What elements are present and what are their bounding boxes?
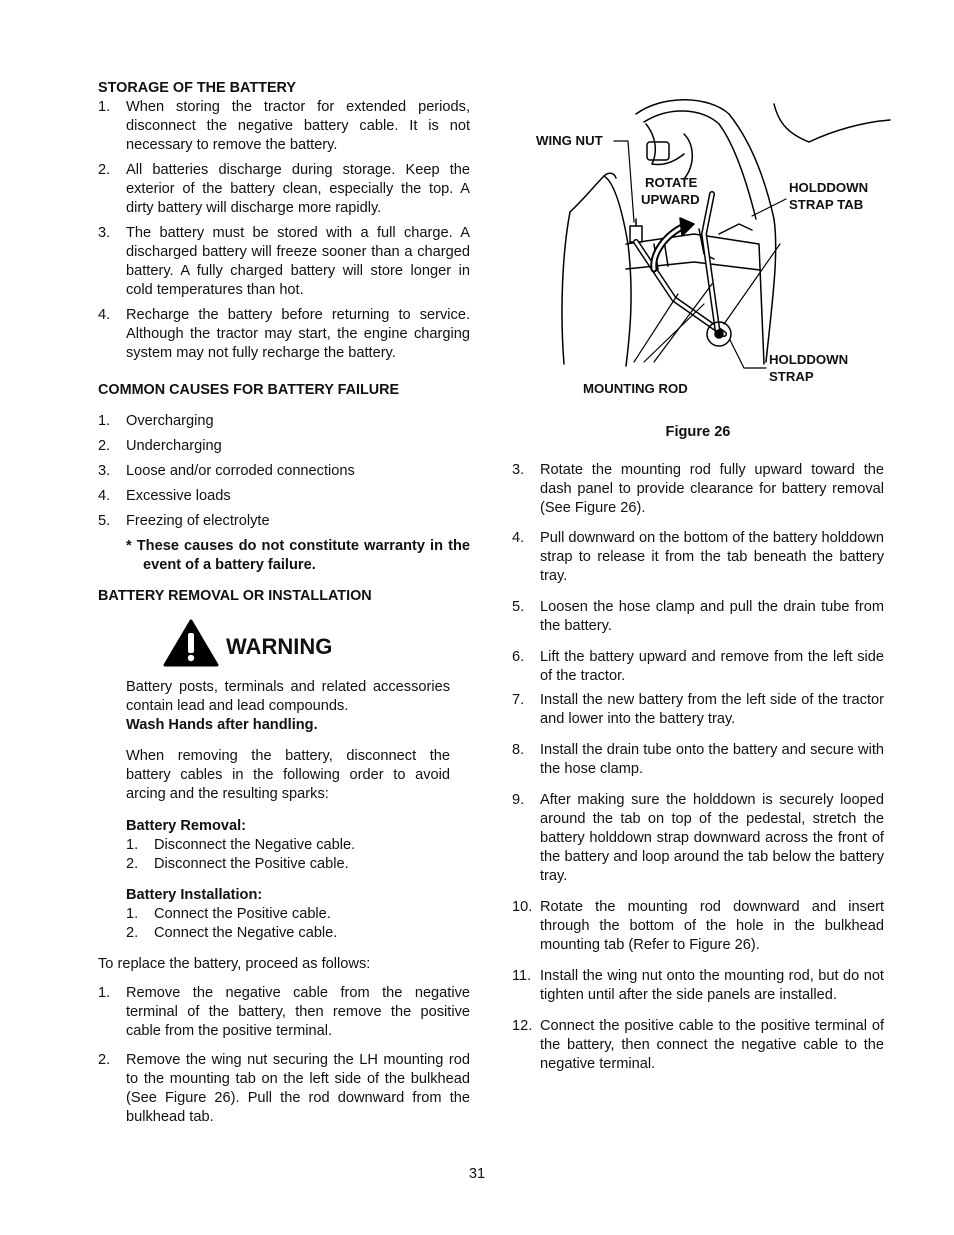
label-holddown-strap-1: HOLDDOWN [769, 352, 849, 367]
list-item: 3. Loose and/or corroded connections [98, 463, 355, 479]
figure-caption: Figure 26 [665, 424, 731, 440]
list-item: 9. After making sure the holddown is securely looped around the tab on top of the pedestal, stretch the battery holddown strap downward across the front of the battery and loop around the tab below the battery tray. [512, 792, 884, 884]
label-upward: UPWARD [641, 192, 700, 207]
storage-heading: STORAGE OF THE BATTERY [98, 80, 297, 96]
warning-text: Battery posts, terminals and related accessories contain lead and lead compounds. Wash Hands after handling. [126, 679, 450, 733]
battery-installation-heading: Battery Installation: [126, 887, 263, 903]
list-item: 5. Freezing of electrolyte [98, 513, 270, 529]
list-item: 2. Remove the wing nut securing the LH mounting rod to the mounting tab on the left side of the bulkhead (See Figure 26). Pull the rod downward from the bulkhead tab. [98, 1052, 470, 1125]
list-item: 8. Install the drain tube onto the battery and secure with the hose clamp. [512, 742, 884, 777]
list-item: 4. Excessive loads [98, 488, 231, 504]
warning-word: WARNING [226, 634, 333, 659]
storage-list [98, 98, 470, 363]
label-holddown-strap-tab-2: STRAP TAB [789, 197, 864, 212]
list-item: 1. Disconnect the Negative cable. [126, 837, 356, 853]
causes-list [98, 412, 470, 531]
battery-removal-heading: Battery Removal: [126, 818, 247, 834]
list-item: 1. Overcharging [98, 413, 214, 429]
label-holddown-strap-2: STRAP [769, 369, 814, 384]
wash-hands-text: Wash Hands after handling. [126, 717, 318, 733]
label-holddown-strap-tab-1: HOLDDOWN [789, 180, 869, 195]
label-wing-nut: WING NUT [536, 133, 603, 148]
right-column [512, 461, 884, 1074]
list-item: 2. Undercharging [98, 438, 222, 454]
list-item: 7. Install the new battery from the left side of the tractor and lower into the battery tray. [512, 692, 884, 727]
list-item: 5. Loosen the hose clamp and pull the drain tube from the battery. [512, 599, 884, 634]
list-item: 2. Connect the Negative cable. [126, 925, 338, 941]
list-item: 2. All batteries discharge during storage. Keep the exterior of the battery clean, especially the top. A dirty battery will discharge more rapidly. [98, 162, 470, 216]
replace-steps-left [98, 984, 470, 1127]
label-mounting-rod: MOUNTING ROD [583, 381, 688, 396]
figure-26-illustration [534, 94, 894, 394]
warranty-note: * These causes do not constitute warranty in the event of a battery failure. [126, 538, 470, 573]
list-item: 10. Rotate the mounting rod downward and insert through the bottom of the hole in the bulkhead mounting tab (Refer to Figure 26). [512, 899, 884, 953]
warning-banner [163, 618, 470, 678]
removal-steps [98, 836, 470, 874]
page-number: 31 [468, 1166, 486, 1182]
list-item: 11. Install the wing nut onto the mounting rod, but do not tighten until after the side panels are installed. [512, 968, 884, 1003]
list-item: 4. Pull downward on the bottom of the battery holddown strap to release it from the tab beneath the battery tray. [512, 530, 884, 584]
installation-steps [98, 905, 470, 943]
list-item: 1. Connect the Positive cable. [126, 906, 331, 922]
list-item: 3. The battery must be stored with a full charge. A discharged battery will freeze sooner than a charged battery. A fully charged battery will store longer in cold temperatures than hot. [98, 225, 470, 298]
proceed-text: To replace the battery, proceed as follows: [98, 956, 371, 972]
list-item: 2. Disconnect the Positive cable. [126, 856, 349, 872]
label-rotate: ROTATE [645, 175, 698, 190]
list-item: 1. Remove the negative cable from the negative terminal of the battery, then remove the positive cable from the positive terminal. [98, 985, 470, 1039]
list-item: 1. When storing the tractor for extended periods, disconnect the negative battery cable. It is not necessary to remove the battery. [98, 99, 470, 153]
list-item: 6. Lift the battery upward and remove from the left side of the tractor. [512, 649, 884, 684]
order-text: When removing the battery, disconnect the battery cables in the following order to avoid arcing and the resulting sparks: [126, 748, 450, 802]
list-item: 4. Recharge the battery before returning to service. Although the tractor may start, the engine charging system may not fully recharge the battery. [98, 307, 470, 361]
list-item: 12. Connect the positive cable to the positive terminal of the battery, then connect the negative cable to the negative terminal. [512, 1018, 884, 1072]
removal-heading: BATTERY REMOVAL OR INSTALLATION [98, 588, 372, 604]
warning-triangle-icon [163, 618, 219, 668]
left-column [98, 79, 470, 1127]
causes-heading: COMMON CAUSES FOR BATTERY FAILURE [98, 382, 400, 398]
list-item: 3. Rotate the mounting rod fully upward toward the dash panel to provide clearance for battery removal (See Figure 26). [512, 462, 884, 516]
